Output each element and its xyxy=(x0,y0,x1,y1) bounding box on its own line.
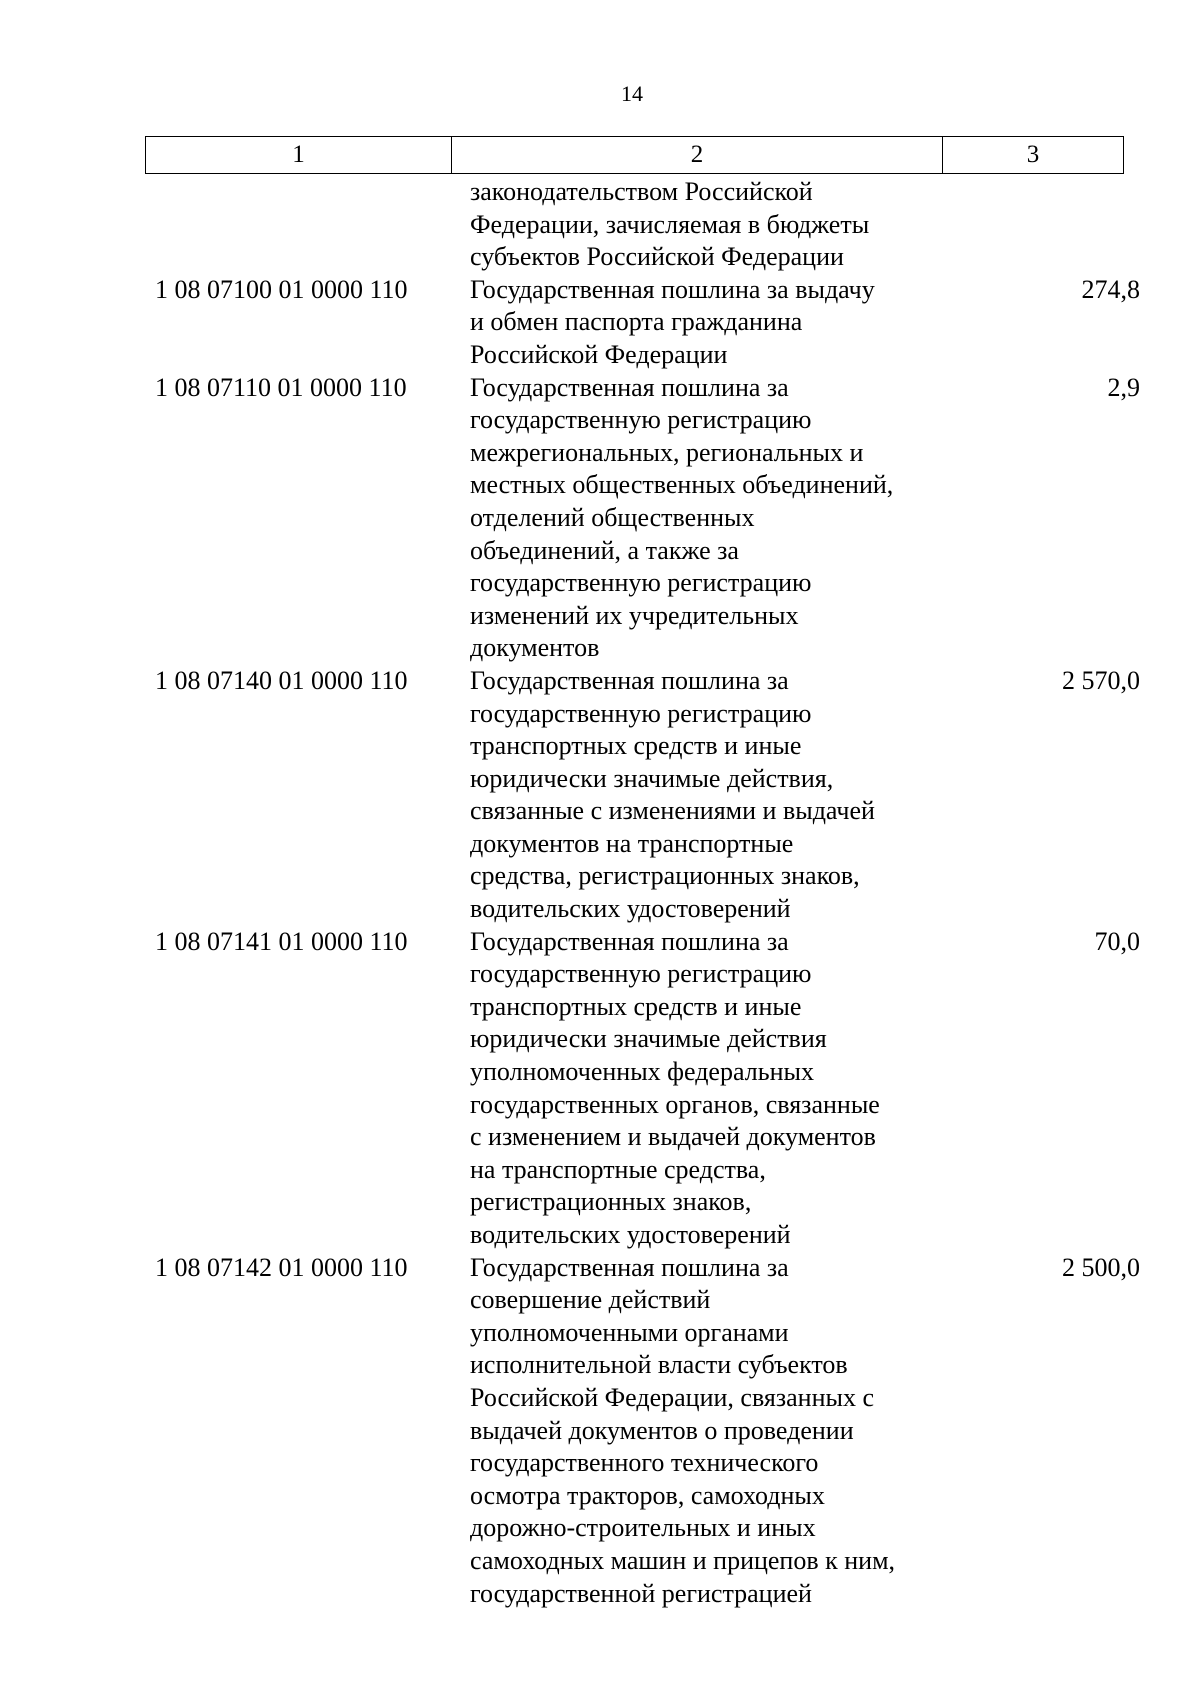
page-number: 14 xyxy=(621,81,643,106)
row-value: 2 570,0 xyxy=(1062,665,1140,695)
row-value xyxy=(960,176,1150,274)
row-code: 1 08 07110 01 0000 110 xyxy=(155,372,407,402)
table-row xyxy=(145,1252,1150,1611)
row-code xyxy=(145,176,460,274)
row-code: 1 08 07140 01 0000 110 xyxy=(155,665,408,695)
table-row xyxy=(145,176,1150,274)
row-value: 274,8 xyxy=(1081,274,1140,304)
row-description: законодательством Российской Федерации, зачисляемая в бюджеты субъектов Российской Федерации xyxy=(470,177,870,272)
column-header-2: 2 xyxy=(452,137,943,174)
row-value: 2,9 xyxy=(1107,372,1140,402)
table-row xyxy=(145,665,1150,926)
row-code: 1 08 07141 01 0000 110 xyxy=(155,926,408,956)
budget-table xyxy=(145,176,1150,1610)
row-description: Государственная пошлина за выдачу и обмен паспорта гражданина Российской Федерации xyxy=(470,274,875,369)
row-code: 1 08 07142 01 0000 110 xyxy=(155,1252,408,1282)
table-row xyxy=(145,372,1150,665)
row-code: 1 08 07100 01 0000 110 xyxy=(155,274,408,304)
row-description: Государственная пошлина за государственную регистрацию транспортных средств и иные юридически значимые действия уполномоченных федеральных государственных органов, связанные с изменением и выдачей документов на транспортные средства, регистрационных знаков, водительских удостоверений xyxy=(470,926,880,1249)
row-value: 70,0 xyxy=(1094,926,1140,956)
row-description: Государственная пошлина за государственную регистрацию межрегиональных, региональных и местных общественных объединений, отделений общественных объединений, а также за государственную регистрацию изменений их учредительных документов xyxy=(470,372,894,663)
row-description: Государственная пошлина за государственную регистрацию транспортных средств и иные юридически значимые действия, связанные с изменениями и выдачей документов на транспортные средства, регистрационных знаков, водительских удостоверений xyxy=(470,665,875,924)
column-header-1: 1 xyxy=(146,137,452,174)
table-row xyxy=(145,926,1150,1252)
column-header-3: 3 xyxy=(943,137,1124,174)
table-row xyxy=(145,274,1150,372)
row-description: Государственная пошлина за совершение действий уполномоченными органами исполнительной власти субъектов Российской Федерации, связанных с выдачей документов о проведении государственного технического осмотра тракторов, самоходных дорожно-строительных и иных самоходных машин и прицепов к ним, государственной регистрацией xyxy=(470,1252,896,1608)
table-header xyxy=(145,136,1124,174)
row-value: 2 500,0 xyxy=(1062,1252,1140,1282)
